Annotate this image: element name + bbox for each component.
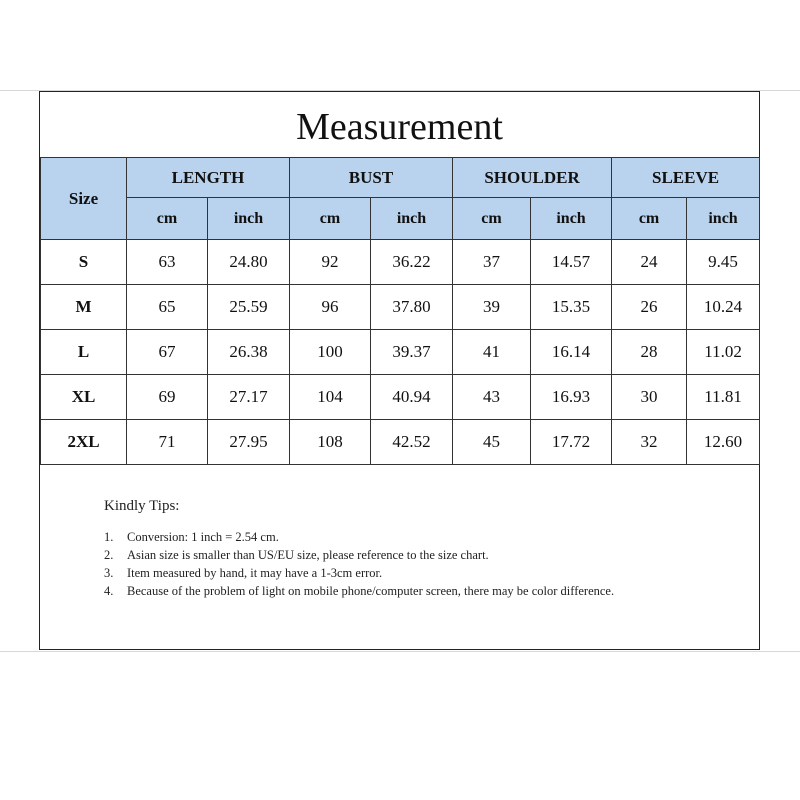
size-cell: S: [41, 240, 127, 285]
shoulder-cm-cell: 45: [453, 420, 531, 465]
shoulder-cm-cell: 41: [453, 330, 531, 375]
header-row-units: [41, 198, 760, 240]
size-cell: M: [41, 285, 127, 330]
list-item: [104, 547, 704, 564]
shoulder-inch-cell: 15.35: [531, 285, 612, 330]
tips-heading: Kindly Tips:: [104, 498, 180, 514]
size-cell: 2XL: [41, 420, 127, 465]
shoulder-inch-cell: 17.72: [531, 420, 612, 465]
unit-header-cm: cm: [612, 198, 687, 240]
length-cm-cell: 65: [127, 285, 208, 330]
list-item: [104, 583, 704, 600]
unit-header-cm: cm: [127, 198, 208, 240]
bottom-divider: [0, 651, 800, 652]
tip-number: 2.: [104, 548, 114, 562]
sleeve-inch-cell: 11.02: [687, 330, 760, 375]
bust-inch-cell: 37.80: [371, 285, 453, 330]
length-inch-cell: 25.59: [208, 285, 290, 330]
bust-inch-cell: 39.37: [371, 330, 453, 375]
sleeve-cm-cell: 28: [612, 330, 687, 375]
bust-inch-cell: 42.52: [371, 420, 453, 465]
tip-text: Because of the problem of light on mobile phone/computer screen, there may be color difference.: [127, 584, 615, 598]
unit-header-inch: inch: [687, 198, 760, 240]
length-inch-cell: 26.38: [208, 330, 290, 375]
length-inch-cell: 27.95: [208, 420, 290, 465]
tip-text: Conversion: 1 inch = 2.54 cm.: [127, 530, 279, 544]
unit-header-cm: cm: [290, 198, 371, 240]
length-inch-cell: 24.80: [208, 240, 290, 285]
bust-cm-cell: 96: [290, 285, 371, 330]
shoulder-cm-cell: 43: [453, 375, 531, 420]
table-row: [41, 330, 760, 375]
unit-header-inch: inch: [371, 198, 453, 240]
tip-text: Item measured by hand, it may have a 1-3cm error.: [127, 566, 383, 580]
length-inch-cell: 27.17: [208, 375, 290, 420]
size-cell: XL: [41, 375, 127, 420]
size-cell: L: [41, 330, 127, 375]
tips-section: [104, 498, 704, 601]
size-column-header: Size: [41, 158, 127, 240]
sleeve-inch-cell: 9.45: [687, 240, 760, 285]
shoulder-inch-cell: 14.57: [531, 240, 612, 285]
unit-header-inch: inch: [208, 198, 290, 240]
table-row: [41, 240, 760, 285]
sleeve-cm-cell: 32: [612, 420, 687, 465]
group-header-bust: BUST: [290, 158, 453, 198]
measurement-chart: [39, 91, 760, 650]
group-header-shoulder: SHOULDER: [453, 158, 612, 198]
list-item: [104, 565, 704, 582]
group-header-sleeve: SLEEVE: [612, 158, 760, 198]
size-table: [40, 157, 760, 465]
shoulder-cm-cell: 39: [453, 285, 531, 330]
bust-inch-cell: 40.94: [371, 375, 453, 420]
sleeve-cm-cell: 30: [612, 375, 687, 420]
tip-text: Asian size is smaller than US/EU size, please reference to the size chart.: [127, 548, 489, 562]
bust-cm-cell: 100: [290, 330, 371, 375]
length-cm-cell: 71: [127, 420, 208, 465]
unit-header-cm: cm: [453, 198, 531, 240]
sleeve-inch-cell: 10.24: [687, 285, 760, 330]
table-row: [41, 420, 760, 465]
sleeve-cm-cell: 26: [612, 285, 687, 330]
bust-cm-cell: 108: [290, 420, 371, 465]
tips-list: [104, 529, 704, 600]
chart-title: Measurement: [296, 106, 503, 148]
bust-cm-cell: 92: [290, 240, 371, 285]
shoulder-inch-cell: 16.14: [531, 330, 612, 375]
sleeve-inch-cell: 11.81: [687, 375, 760, 420]
group-header-length: LENGTH: [127, 158, 290, 198]
length-cm-cell: 67: [127, 330, 208, 375]
table-row: [41, 285, 760, 330]
shoulder-cm-cell: 37: [453, 240, 531, 285]
bust-cm-cell: 104: [290, 375, 371, 420]
sleeve-inch-cell: 12.60: [687, 420, 760, 465]
tip-number: 4.: [104, 584, 114, 598]
unit-header-inch: inch: [531, 198, 612, 240]
length-cm-cell: 69: [127, 375, 208, 420]
length-cm-cell: 63: [127, 240, 208, 285]
shoulder-inch-cell: 16.93: [531, 375, 612, 420]
sleeve-cm-cell: 24: [612, 240, 687, 285]
tip-number: 1.: [104, 530, 114, 544]
header-row-groups: [41, 158, 760, 198]
table-row: [41, 375, 760, 420]
tip-number: 3.: [104, 566, 114, 580]
bust-inch-cell: 36.22: [371, 240, 453, 285]
list-item: [104, 529, 704, 546]
